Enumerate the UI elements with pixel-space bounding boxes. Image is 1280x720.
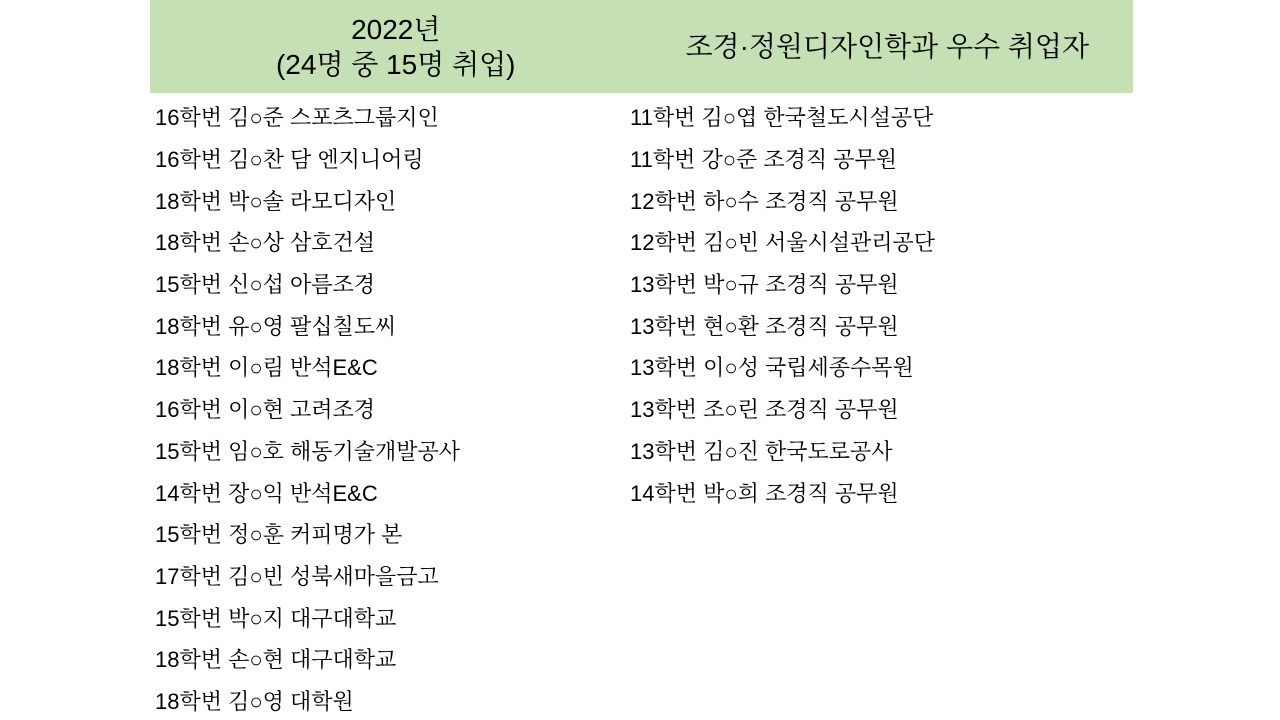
list-item: 14학번 장○익 반석E&C [155,480,378,506]
list-item: 11학번 김○엽 한국철도시설공단 [630,105,934,131]
list-item: 13학번 조○린 조경직 공무원 [630,397,899,423]
list-item: 18학번 손○상 삼호건설 [155,230,375,256]
list-item: 15학번 박○지 대구대학교 [155,605,397,631]
list-item: 11학번 강○준 조경직 공무원 [630,147,897,173]
list-item: 17학번 김○빈 성북새마을금고 [155,563,439,589]
list-item: 18학번 김○영 대학원 [155,688,354,714]
list-item: 16학번 김○준 스포츠그룹지인 [155,105,439,131]
list-item: 13학번 박○규 조경직 공무원 [630,272,899,298]
list-item: 13학번 김○진 한국도로공사 [630,438,893,464]
employment-list-2022 [155,96,460,720]
employment-ratio-subtitle: (24명 중 15명 취업) [275,48,516,80]
list-item: 15학번 신○섭 아름조경 [155,272,375,298]
list-item: 18학번 이○림 반석E&C [155,355,378,381]
year-title: 2022년 [351,13,441,45]
list-item: 14학번 박○희 조경직 공무원 [630,480,899,506]
list-item: 18학번 유○영 팔십칠도씨 [155,313,397,339]
employment-list-notable [630,96,935,513]
header-banner [150,0,1133,93]
list-item: 15학번 임○호 해동기술개발공사 [155,438,461,464]
header-right-cell [642,0,1134,93]
list-item: 18학번 박○솔 라모디자인 [155,188,397,214]
list-item: 16학번 이○현 고려조경 [155,397,375,423]
list-item: 15학번 정○훈 커피명가 본 [155,522,403,548]
list-item: 13학번 현○환 조경직 공무원 [630,313,899,339]
list-item: 13학번 이○성 국립세종수목원 [630,355,914,381]
list-item: 12학번 하○수 조경직 공무원 [630,188,899,214]
department-title: 조경·정원디자인학과 우수 취업자 [685,31,1090,62]
header-left-cell [150,0,642,93]
list-item: 18학번 손○현 대구대학교 [155,647,397,673]
list-item: 16학번 김○찬 담 엔지니어링 [155,147,424,173]
list-item: 12학번 김○빈 서울시설관리공단 [630,230,936,256]
